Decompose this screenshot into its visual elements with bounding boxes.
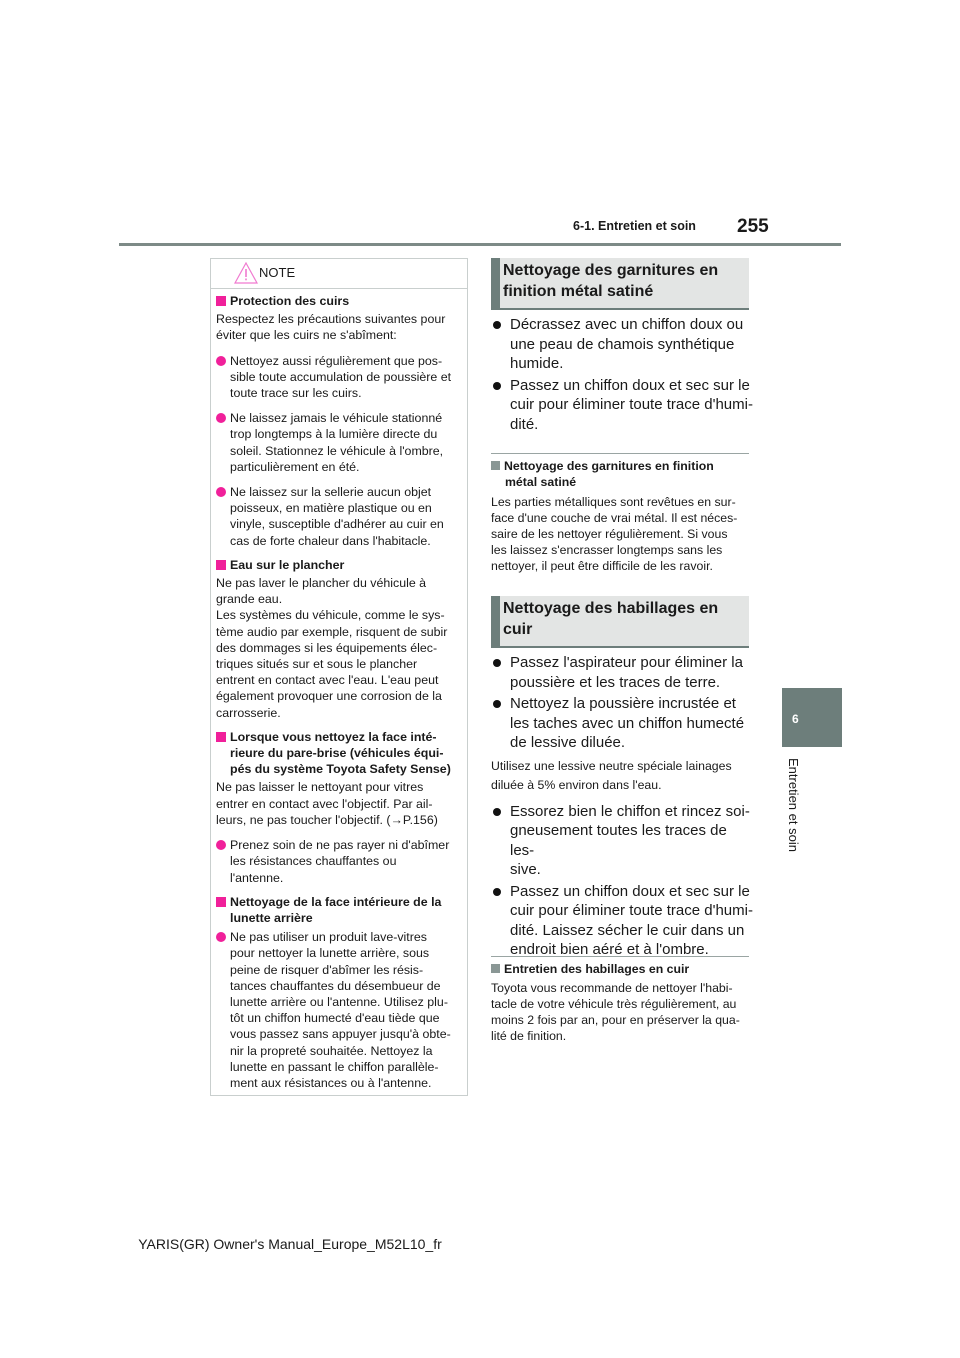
note-bullet: Prenez soin de ne pas rayer ni d'abîmer les résistances chauffantes ou l'antenne. [216, 837, 461, 886]
note-box [210, 258, 468, 1096]
header-rule [119, 243, 841, 246]
note-subtitle: Lorsque vous nettoyez la face inté- rieure du pare-brise (véhicules équi- pés du système Toyota Safety Sense) [216, 729, 461, 778]
note-subtitle: Nettoyage de la face intérieure de la lunette arrière [216, 894, 461, 926]
leather-bullets [491, 653, 753, 962]
list-item: Décrassez avec un chiffon doux ou une peau de chamois synthétique humide. [491, 315, 753, 374]
info-metal [491, 453, 749, 574]
chapter-number: 6 [792, 712, 799, 726]
chapter-tab [782, 688, 842, 747]
note-bullet: Ne laissez sur la sellerie aucun objet poisseux, en matière plastique ou en vinyle, susceptible d'adhérer au cuir en cas de forte chaleur dans l'habitacle. [216, 484, 461, 549]
list-item: Essorez bien le chiffon et rincez soi- gneusement toutes les traces de les- sive. [491, 802, 753, 880]
note-bullet: Ne pas utiliser un produit lave-vitres pour nettoyer la lunette arrière, sous peine de risquer d'abîmer les résis- tances chauffantes du désembueur de lunette arrière ou l'antenne. Utilisez plu- tôt un chiffon humecté d'eau tiède que vous passez sans appuyer jusqu'à obte- nir la propreté souhaitée. Nettoyez la lunette en passant le chiffon parallèle- ment aux résistances ou à l'antenne. [216, 929, 461, 1091]
footer-text: YARIS(GR) Owner's Manual_Europe_M52L10_fr [138, 1236, 442, 1252]
note-text: Ne pas laisser le nettoyant pour vitres entrer en contact avec l'objectif. Par ail- leurs, ne pas toucher l'objectif. (→P.156) [216, 780, 438, 827]
note-text: Ne pas laver le plancher du véhicule à grande eau. Les systèmes du véhicule, comme le sys- tème audio par exemple, risquent de subir des dommages si les équipements élec- triques situés sur et sous le plancher entrent en contact avec l'eau. L'eau peut également provoquer une corrosion de la carrosserie. [216, 576, 448, 720]
info-text: Toyota vous recommande de nettoyer l'habi- tacle de votre véhicule très régulièrement, au moins 2 fois par an, pour en préserver la qua- lité de finition. [491, 981, 740, 1043]
square-bullet-icon [216, 296, 226, 306]
info-text: Les parties métalliques sont revêtues en sur- face d'une couche de vrai métal. Il est néces- saire de les nettoyer régulièrement. Si vous les laissez s'encrasser longtemps sans les nettoyer, il peut être difficile de les ravoir. [491, 495, 738, 573]
square-bullet-icon [216, 732, 226, 742]
note-bullet: Nettoyez aussi régulièrement que pos- sible toute accumulation de poussière et toute trace sur les cuirs. [216, 353, 461, 402]
note-text: Respectez les précautions suivantes pour éviter que les cuirs ne s'abîment: [216, 312, 446, 343]
chapter-label: Entretien et soin [786, 758, 801, 852]
note-subtitle: Protection des cuirs [216, 293, 461, 309]
square-bullet-icon [216, 560, 226, 570]
info-title: Nettoyage des garnitures en finition métal satiné [491, 458, 749, 490]
list-item: Nettoyez la poussière incrustée et les taches avec un chiffon humecté de lessive diluée. [491, 694, 753, 753]
list-item: Passez un chiffon doux et sec sur le cuir pour éliminer toute trace d'humi- dité. [491, 376, 753, 435]
footer [0, 1236, 960, 1252]
metal-bullets [491, 315, 753, 436]
list-item: Passez un chiffon doux et sec sur le cuir pour éliminer toute trace d'humi- dité. Laissez sécher le cuir dans un endroit bien aéré et à l'ombre. [491, 882, 753, 960]
section-title: 6-1. Entretien et soin [573, 219, 696, 233]
note-header [211, 259, 467, 289]
section-heading-metal: Nettoyage des garnitures en finition métal satiné [491, 258, 749, 310]
page-number: 255 [737, 216, 769, 237]
detergent-note: Utilisez une lessive neutre spéciale lainages diluée à 5% environ dans l'eau. [491, 758, 732, 792]
note-label: NOTE [259, 265, 296, 280]
square-bullet-icon [491, 461, 500, 470]
info-title: Entretien des habillages en cuir [491, 961, 749, 977]
info-leather [491, 956, 749, 1044]
list-item: Passez l'aspirateur pour éliminer la poussière et les traces de terre. [491, 653, 753, 692]
note-bullet: Ne laissez jamais le véhicule stationné trop longtemps à la lumière directe du soleil. Stationnez le véhicule à l'ombre, particulièrement en été. [216, 410, 461, 475]
warning-triangle-icon [234, 262, 258, 284]
square-bullet-icon [491, 964, 500, 973]
section-heading-leather: Nettoyage des habillages en cuir [491, 596, 749, 648]
note-subtitle: Eau sur le plancher [216, 557, 461, 573]
square-bullet-icon [216, 897, 226, 907]
